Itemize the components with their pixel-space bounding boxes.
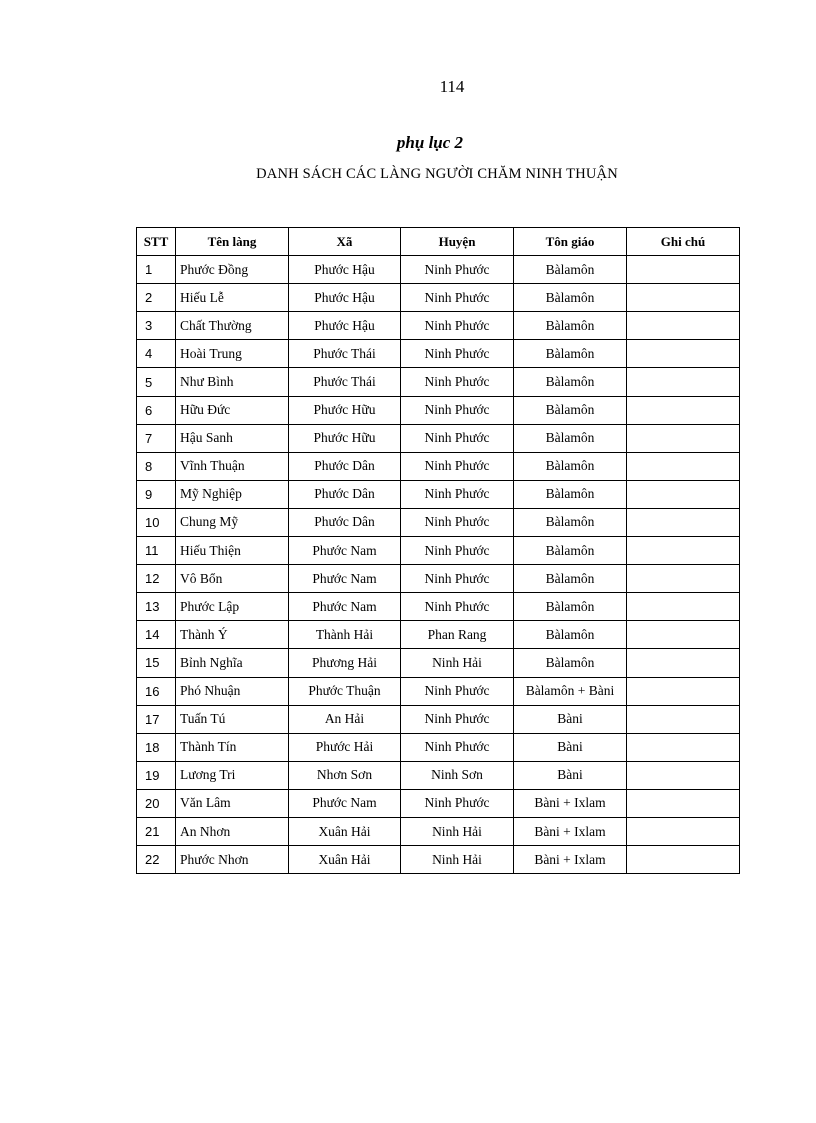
cell-village-name: Vĩnh Thuận	[176, 452, 289, 480]
cell-religion: Bàni + Ixlam	[514, 817, 627, 845]
cell-note	[627, 621, 740, 649]
cell-religion: Bàlamôn	[514, 256, 627, 284]
cell-note	[627, 368, 740, 396]
cell-village-name: Phước Lập	[176, 593, 289, 621]
cell-village-name: An Nhơn	[176, 817, 289, 845]
cell-commune: Phước Hữu	[289, 424, 401, 452]
table-row	[137, 312, 740, 340]
cell-stt: 16	[137, 677, 176, 705]
cell-district: Ninh Phước	[401, 508, 514, 536]
cell-district: Ninh Phước	[401, 396, 514, 424]
cell-district: Ninh Hải	[401, 649, 514, 677]
cell-district: Ninh Hải	[401, 817, 514, 845]
cell-village-name: Mỹ Nghiệp	[176, 480, 289, 508]
cell-note	[627, 846, 740, 874]
cell-stt: 10	[137, 508, 176, 536]
cell-village-name: Văn Lâm	[176, 789, 289, 817]
cell-commune: Phước Hậu	[289, 256, 401, 284]
table-row	[137, 789, 740, 817]
cell-note	[627, 733, 740, 761]
cell-commune: Phương Hải	[289, 649, 401, 677]
cell-stt: 13	[137, 593, 176, 621]
cell-village-name: Hậu Sanh	[176, 424, 289, 452]
cell-religion: Bàni	[514, 705, 627, 733]
cell-village-name: Bỉnh Nghĩa	[176, 649, 289, 677]
cell-religion: Bàlamôn	[514, 312, 627, 340]
cell-note	[627, 480, 740, 508]
cell-district: Ninh Phước	[401, 733, 514, 761]
cell-commune: Phước Thái	[289, 340, 401, 368]
cell-religion: Bàlamôn	[514, 340, 627, 368]
cell-note	[627, 424, 740, 452]
cell-commune: Phước Nam	[289, 593, 401, 621]
cell-district: Ninh Phước	[401, 565, 514, 593]
cell-district: Ninh Phước	[401, 705, 514, 733]
table-header-row	[137, 228, 740, 256]
cell-stt: 7	[137, 424, 176, 452]
cell-religion: Bàlamôn	[514, 480, 627, 508]
cell-village-name: Phước Đồng	[176, 256, 289, 284]
appendix-label: phụ lục 2	[396, 133, 464, 152]
cell-note	[627, 593, 740, 621]
cell-religion: Bàni	[514, 761, 627, 789]
table-row	[137, 452, 740, 480]
cell-religion: Bàlamôn	[514, 621, 627, 649]
cell-commune: Phước Dân	[289, 480, 401, 508]
cell-commune: Xuân Hải	[289, 817, 401, 845]
cell-village-name: Như Bình	[176, 368, 289, 396]
cell-commune: Xuân Hải	[289, 846, 401, 874]
cell-stt: 18	[137, 733, 176, 761]
cell-commune: Phước Hữu	[289, 396, 401, 424]
cell-commune: Nhơn Sơn	[289, 761, 401, 789]
header-village-name: Tên làng	[176, 228, 289, 256]
cell-note	[627, 649, 740, 677]
cell-note	[627, 396, 740, 424]
cell-note	[627, 256, 740, 284]
cell-note	[627, 761, 740, 789]
cell-stt: 2	[137, 284, 176, 312]
table-row	[137, 621, 740, 649]
header-note: Ghi chú	[627, 228, 740, 256]
cell-note	[627, 677, 740, 705]
cell-stt: 8	[137, 452, 176, 480]
cell-stt: 11	[137, 537, 176, 565]
cell-stt: 20	[137, 789, 176, 817]
table-row	[137, 537, 740, 565]
cell-stt: 22	[137, 846, 176, 874]
cell-district: Phan Rang	[401, 621, 514, 649]
table-row	[137, 340, 740, 368]
table-row	[137, 256, 740, 284]
cell-district: Ninh Phước	[401, 789, 514, 817]
table-row	[137, 368, 740, 396]
cell-stt: 21	[137, 817, 176, 845]
cell-stt: 14	[137, 621, 176, 649]
table-row	[137, 846, 740, 874]
header-district: Huyện	[401, 228, 514, 256]
cell-religion: Bàni + Ixlam	[514, 846, 627, 874]
cell-religion: Bàlamôn	[514, 593, 627, 621]
cell-village-name: Hữu Đức	[176, 396, 289, 424]
cell-village-name: Vô Bổn	[176, 565, 289, 593]
table-row	[137, 761, 740, 789]
cell-village-name: Hiếu Lễ	[176, 284, 289, 312]
cell-district: Ninh Phước	[401, 452, 514, 480]
cell-religion: Bàlamôn + Bàni	[514, 677, 627, 705]
table-row	[137, 396, 740, 424]
cell-district: Ninh Phước	[401, 480, 514, 508]
cell-note	[627, 508, 740, 536]
table-row	[137, 480, 740, 508]
table-row	[137, 733, 740, 761]
cell-commune: Phước Nam	[289, 789, 401, 817]
cell-religion: Bàlamôn	[514, 537, 627, 565]
cell-note	[627, 789, 740, 817]
cell-stt: 5	[137, 368, 176, 396]
cell-note	[627, 565, 740, 593]
cell-district: Ninh Phước	[401, 284, 514, 312]
cell-stt: 6	[137, 396, 176, 424]
table-row	[137, 705, 740, 733]
table-row	[137, 565, 740, 593]
table-row	[137, 677, 740, 705]
table-row	[137, 817, 740, 845]
header-stt: STT	[137, 228, 176, 256]
table-row	[137, 424, 740, 452]
cell-stt: 15	[137, 649, 176, 677]
cell-note	[627, 537, 740, 565]
cell-village-name: Chất Thường	[176, 312, 289, 340]
cell-district: Ninh Hải	[401, 846, 514, 874]
cell-note	[627, 340, 740, 368]
table-row	[137, 284, 740, 312]
cell-village-name: Thành Ý	[176, 621, 289, 649]
cell-note	[627, 705, 740, 733]
cell-village-name: Thành Tín	[176, 733, 289, 761]
cell-note	[627, 817, 740, 845]
cell-commune: Phước Thái	[289, 368, 401, 396]
cell-district: Ninh Phước	[401, 256, 514, 284]
villages-table	[136, 227, 740, 874]
cell-village-name: Chung Mỹ	[176, 508, 289, 536]
table-row	[137, 593, 740, 621]
cell-village-name: Hiếu Thiện	[176, 537, 289, 565]
cell-district: Ninh Phước	[401, 424, 514, 452]
cell-commune: An Hải	[289, 705, 401, 733]
cell-commune: Phước Hải	[289, 733, 401, 761]
cell-stt: 19	[137, 761, 176, 789]
cell-village-name: Tuấn Tú	[176, 705, 289, 733]
cell-district: Ninh Phước	[401, 340, 514, 368]
cell-village-name: Hoài Trung	[176, 340, 289, 368]
cell-commune: Phước Dân	[289, 452, 401, 480]
cell-stt: 9	[137, 480, 176, 508]
cell-district: Ninh Phước	[401, 537, 514, 565]
cell-commune: Phước Dân	[289, 508, 401, 536]
cell-village-name: Phước Nhơn	[176, 846, 289, 874]
header-religion: Tôn giáo	[514, 228, 627, 256]
cell-commune: Phước Thuận	[289, 677, 401, 705]
cell-religion: Bàlamôn	[514, 508, 627, 536]
cell-district: Ninh Phước	[401, 677, 514, 705]
cell-stt: 12	[137, 565, 176, 593]
cell-commune: Phước Hậu	[289, 312, 401, 340]
cell-religion: Bàlamôn	[514, 565, 627, 593]
header-commune: Xã	[289, 228, 401, 256]
cell-religion: Bàlamôn	[514, 649, 627, 677]
cell-district: Ninh Phước	[401, 593, 514, 621]
cell-note	[627, 312, 740, 340]
cell-religion: Bàni + Ixlam	[514, 789, 627, 817]
cell-stt: 1	[137, 256, 176, 284]
cell-religion: Bàlamôn	[514, 368, 627, 396]
cell-village-name: Lương Tri	[176, 761, 289, 789]
cell-note	[627, 452, 740, 480]
cell-district: Ninh Phước	[401, 368, 514, 396]
cell-district: Ninh Phước	[401, 312, 514, 340]
table-row	[137, 508, 740, 536]
cell-commune: Phước Nam	[289, 537, 401, 565]
cell-religion: Bàlamôn	[514, 396, 627, 424]
document-title: DANH SÁCH CÁC LÀNG NGƯỜI CHĂM NINH THUẬN	[256, 166, 618, 182]
cell-religion: Bàlamôn	[514, 284, 627, 312]
cell-stt: 17	[137, 705, 176, 733]
page-number: 114	[439, 77, 465, 96]
cell-religion: Bàni	[514, 733, 627, 761]
cell-commune: Phước Nam	[289, 565, 401, 593]
cell-stt: 3	[137, 312, 176, 340]
cell-religion: Bàlamôn	[514, 452, 627, 480]
cell-note	[627, 284, 740, 312]
cell-commune: Thành Hải	[289, 621, 401, 649]
cell-commune: Phước Hậu	[289, 284, 401, 312]
cell-stt: 4	[137, 340, 176, 368]
cell-religion: Bàlamôn	[514, 424, 627, 452]
table-row	[137, 649, 740, 677]
cell-district: Ninh Sơn	[401, 761, 514, 789]
cell-village-name: Phó Nhuận	[176, 677, 289, 705]
